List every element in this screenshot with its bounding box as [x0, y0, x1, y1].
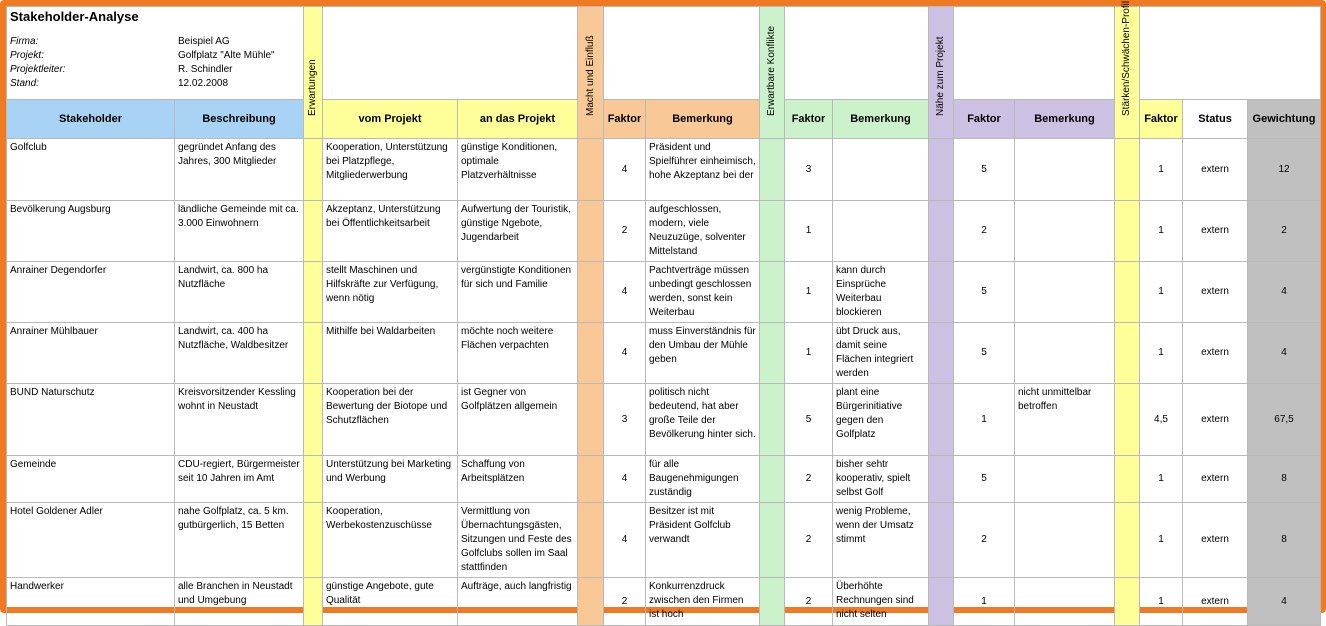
cell-faktor-profil[interactable]: 1 [1140, 323, 1183, 384]
cell-faktor-macht[interactable]: 3 [604, 384, 646, 456]
cell-profil-spacer [1115, 139, 1140, 201]
cell-faktor-konflikte[interactable]: 1 [785, 262, 833, 323]
col-faktor-naehe[interactable]: Faktor [954, 100, 1015, 139]
cell-erwartungen-spacer [304, 201, 323, 262]
cell-faktor-konflikte[interactable]: 2 [785, 503, 833, 578]
cell-faktor-naehe[interactable]: 2 [954, 503, 1015, 578]
konflikte-label: Erwartbare Konflikte [766, 25, 777, 116]
cell-gewichtung[interactable]: 4 [1248, 262, 1321, 323]
col-status[interactable]: Status [1183, 100, 1248, 139]
cell-gewichtung[interactable]: 4 [1248, 578, 1321, 626]
table-row [7, 139, 1321, 201]
table-row [7, 384, 1321, 456]
cell-erwartungen-spacer [304, 578, 323, 626]
cell-stakeholder[interactable]: Bevölkerung Augsburg [7, 201, 175, 262]
cell-beschreibung[interactable]: Landwirt, ca. 400 ha Nutzfläche, Waldbesitzer [175, 323, 304, 384]
cell-faktor-macht[interactable]: 4 [604, 262, 646, 323]
cell-naehe-spacer [929, 201, 954, 262]
cell-profil-spacer [1115, 503, 1140, 578]
cell-konflikte-spacer [760, 503, 785, 578]
cell-an-das-projekt[interactable]: günstige Konditionen, optimale Platzverhältnisse [458, 139, 578, 201]
col-bemerkung-naehe[interactable]: Bemerkung [1015, 100, 1115, 139]
cell-vom-projekt[interactable]: Mithilfe bei Waldarbeiten [323, 323, 458, 384]
cell-faktor-naehe[interactable]: 5 [954, 323, 1015, 384]
erwartungen-label: Erwartungen [307, 59, 318, 116]
table-row [7, 503, 1321, 578]
cell-bemerkung-konflikte[interactable]: plant eine Bürgerinitiative gegen den Golfplatz [833, 384, 929, 456]
cell-erwartungen-spacer [304, 262, 323, 323]
cell-faktor-macht[interactable]: 4 [604, 323, 646, 384]
cell-an-das-projekt[interactable]: Schaffung von Arbeitsplätzen [458, 456, 578, 503]
cell-an-das-projekt[interactable]: Aufträge, auch langfristig [458, 578, 578, 626]
cell-bemerkung-naehe[interactable] [1015, 456, 1115, 503]
cell-status[interactable]: extern [1183, 384, 1248, 456]
cell-macht-spacer [578, 139, 604, 201]
cell-vom-projekt[interactable]: Kooperation bei der Bewertung der Biotope und Schutzflächen [323, 384, 458, 456]
cell-erwartungen-spacer [304, 456, 323, 503]
cell-gewichtung[interactable]: 2 [1248, 201, 1321, 262]
cell-faktor-macht[interactable]: 2 [604, 578, 646, 626]
cell-bemerkung-konflikte[interactable]: wenig Probleme, wenn der Umsatz stimmt [833, 503, 929, 578]
cell-bemerkung-konflikte[interactable]: Überhöhte Rechnungen sind nicht selten [833, 578, 929, 626]
cell-bemerkung-macht[interactable]: Pachtverträge müssen unbedingt geschlossen werden, sonst kein Weiterbau [646, 262, 760, 323]
cell-erwartungen-spacer [304, 503, 323, 578]
page-title: Stakeholder-Analyse [10, 9, 139, 24]
cell-naehe-spacer [929, 578, 954, 626]
cell-profil-spacer [1115, 578, 1140, 626]
cell-stakeholder[interactable]: Anrainer Degendorfer [7, 262, 175, 323]
col-faktor-profil[interactable]: Faktor [1140, 100, 1183, 139]
meta-projekt: Projekt: Golfplatz "Alte Mühle" [10, 50, 275, 61]
cell-erwartungen-spacer [304, 323, 323, 384]
col-faktor-konflikte[interactable]: Faktor [785, 100, 833, 139]
cell-beschreibung[interactable]: nahe Golfplatz, ca. 5 km. gutbürgerlich, 15 Betten [175, 503, 304, 578]
cell-status[interactable]: extern [1183, 262, 1248, 323]
cell-beschreibung[interactable]: ländliche Gemeinde mit ca. 3.000 Einwohnern [175, 201, 304, 262]
cell-stakeholder[interactable]: Golfclub [7, 139, 175, 201]
cell-faktor-macht[interactable]: 4 [604, 139, 646, 201]
table-row [7, 323, 1321, 384]
cell-konflikte-spacer [760, 578, 785, 626]
cell-vom-projekt[interactable]: stellt Maschinen und Hilfskräfte zur Verfügung, wenn nötig [323, 262, 458, 323]
cell-status[interactable]: extern [1183, 201, 1248, 262]
cell-stakeholder[interactable]: BUND Naturschutz [7, 384, 175, 456]
cell-naehe-spacer [929, 323, 954, 384]
cell-vom-projekt[interactable]: Kooperation, Unterstützung bei Platzpflege, Mitgliederwerbung [323, 139, 458, 201]
cell-beschreibung[interactable]: gegründet Anfang des Jahres, 300 Mitglieder [175, 139, 304, 201]
cell-bemerkung-konflikte[interactable]: bisher sehtr kooperativ, spielt selbst Golf [833, 456, 929, 503]
cell-macht-spacer [578, 384, 604, 456]
header-block [7, 7, 304, 100]
cell-faktor-konflikte[interactable]: 1 [785, 201, 833, 262]
cell-bemerkung-konflikte[interactable]: kann durch Einsprüche Weiterbau blockieren [833, 262, 929, 323]
cell-naehe-spacer [929, 384, 954, 456]
col-an-das-projekt[interactable]: an das Projekt [458, 100, 578, 139]
cell-beschreibung[interactable]: Landwirt, ca. 800 ha Nutzfläche [175, 262, 304, 323]
cell-konflikte-spacer [760, 201, 785, 262]
table-row [7, 262, 1321, 323]
cell-macht-spacer [578, 503, 604, 578]
cell-bemerkung-naehe[interactable] [1015, 201, 1115, 262]
cell-faktor-profil[interactable]: 1 [1140, 262, 1183, 323]
cell-naehe-spacer [929, 456, 954, 503]
cell-bemerkung-naehe[interactable] [1015, 503, 1115, 578]
cell-faktor-naehe[interactable]: 5 [954, 139, 1015, 201]
cell-gewichtung[interactable]: 4 [1248, 323, 1321, 384]
cell-stakeholder[interactable]: Gemeinde [7, 456, 175, 503]
cell-macht-spacer [578, 262, 604, 323]
cell-faktor-profil[interactable]: 1 [1140, 503, 1183, 578]
cell-faktor-naehe[interactable]: 2 [954, 201, 1015, 262]
cell-bemerkung-macht[interactable]: politisch nicht bedeutend, hat aber große Teile der Bevölkerung hinter sich. [646, 384, 760, 456]
cell-faktor-konflikte[interactable]: 5 [785, 384, 833, 456]
cell-konflikte-spacer [760, 323, 785, 384]
cell-erwartungen-spacer [304, 384, 323, 456]
cell-bemerkung-naehe[interactable] [1015, 139, 1115, 201]
cell-profil-spacer [1115, 262, 1140, 323]
cell-faktor-macht[interactable]: 4 [604, 503, 646, 578]
col-faktor-macht[interactable]: Faktor [604, 100, 646, 139]
cell-status[interactable]: extern [1183, 323, 1248, 384]
cell-faktor-profil[interactable]: 1 [1140, 139, 1183, 201]
cell-bemerkung-macht[interactable]: Konkurrenzdruck zwischen den Firmen ist hoch [646, 578, 760, 626]
table-row [7, 456, 1321, 503]
cell-an-das-projekt[interactable]: Aufwertung der Touristik, günstige Ngebote, Jugendarbeit [458, 201, 578, 262]
cell-bemerkung-macht[interactable]: für alle Baugenehmigungen zuständig [646, 456, 760, 503]
cell-faktor-profil[interactable]: 4,5 [1140, 384, 1183, 456]
macht-column-header[interactable] [578, 7, 604, 139]
cell-bemerkung-konflikte[interactable] [833, 139, 929, 201]
cell-stakeholder[interactable]: Handwerker [7, 578, 175, 626]
cell-gewichtung[interactable]: 12 [1248, 139, 1321, 201]
cell-faktor-konflikte[interactable]: 3 [785, 139, 833, 201]
cell-faktor-naehe[interactable]: 5 [954, 262, 1015, 323]
cell-bemerkung-macht[interactable]: Besitzer ist mit Präsident Golfclub verwandt [646, 503, 760, 578]
cell-status[interactable]: extern [1183, 139, 1248, 201]
cell-bemerkung-naehe[interactable] [1015, 323, 1115, 384]
cell-profil-spacer [1115, 201, 1140, 262]
cell-vom-projekt[interactable]: günstige Angebote, gute Qualität [323, 578, 458, 626]
cell-konflikte-spacer [760, 456, 785, 503]
macht-label: Macht und Einfluß [584, 35, 596, 116]
cell-bemerkung-naehe[interactable]: nicht unmittelbar betroffen [1015, 384, 1115, 456]
col-gewichtung[interactable]: Gewichtung [1248, 100, 1321, 139]
cell-bemerkung-naehe[interactable] [1015, 262, 1115, 323]
cell-konflikte-spacer [760, 384, 785, 456]
col-bemerkung-macht[interactable]: Bemerkung [646, 100, 760, 139]
cell-faktor-macht[interactable]: 2 [604, 201, 646, 262]
col-beschreibung[interactable]: Beschreibung [175, 100, 304, 139]
cell-bemerkung-macht[interactable]: muss Einverständnis für den Umbau der Mühle geben [646, 323, 760, 384]
cell-gewichtung[interactable]: 67,5 [1248, 384, 1321, 456]
cell-macht-spacer [578, 456, 604, 503]
profil-label: Stärken/Schwächen-Profil [1121, 0, 1132, 116]
cell-naehe-spacer [929, 503, 954, 578]
cell-faktor-profil[interactable]: 1 [1140, 456, 1183, 503]
cell-profil-spacer [1115, 384, 1140, 456]
cell-faktor-konflikte[interactable]: 2 [785, 456, 833, 503]
cell-macht-spacer [578, 323, 604, 384]
naehe-column-header[interactable] [929, 7, 954, 139]
cell-profil-spacer [1115, 323, 1140, 384]
naehe-label: Nähe zum Projekt [935, 36, 946, 116]
cell-vom-projekt[interactable]: Akzeptanz, Unterstützung bei Öffentlichkeitsarbeit [323, 201, 458, 262]
cell-bemerkung-konflikte[interactable]: übt Druck aus, damit seine Flächen integriert werden [833, 323, 929, 384]
cell-beschreibung[interactable]: Kreisvorsitzender Kessling wohnt in Neustadt [175, 384, 304, 456]
cell-status[interactable]: extern [1183, 503, 1248, 578]
cell-faktor-profil[interactable]: 1 [1140, 201, 1183, 262]
stakeholder-table [6, 0, 1321, 626]
cell-an-das-projekt[interactable]: möchte noch weitere Flächen verpachten [458, 323, 578, 384]
cell-macht-spacer [578, 578, 604, 626]
cell-an-das-projekt[interactable]: vergünstigte Konditionen für sich und Familie [458, 262, 578, 323]
cell-konflikte-spacer [760, 139, 785, 201]
cell-faktor-naehe[interactable]: 5 [954, 456, 1015, 503]
cell-naehe-spacer [929, 262, 954, 323]
cell-macht-spacer [578, 201, 604, 262]
col-bemerkung-konflikte[interactable]: Bemerkung [833, 100, 929, 139]
meta-stand: Stand: 12.02.2008 [10, 78, 229, 89]
cell-stakeholder[interactable]: Hotel Goldener Adler [7, 503, 175, 578]
meta-projektleiter: Projektleiter: R. Schindler [10, 64, 233, 75]
cell-an-das-projekt[interactable]: Vermittlung von Übernachtungsgästen, Sitzungen und Feste des Golfclubs sollen im Saal stattfinden [458, 503, 578, 578]
meta-firma: Firma: Beispiel AG [10, 36, 230, 47]
cell-konflikte-spacer [760, 262, 785, 323]
cell-faktor-konflikte[interactable]: 2 [785, 578, 833, 626]
cell-gewichtung[interactable]: 8 [1248, 456, 1321, 503]
table-row [7, 578, 1321, 626]
cell-bemerkung-macht[interactable]: Präsident und Spielführer einheimisch, hohe Akzeptanz bei der [646, 139, 760, 201]
cell-erwartungen-spacer [304, 139, 323, 201]
col-vom-projekt[interactable]: vom Projekt [323, 100, 458, 139]
cell-faktor-macht[interactable]: 4 [604, 456, 646, 503]
col-stakeholder[interactable]: Stakeholder [7, 100, 175, 139]
cell-faktor-naehe[interactable]: 1 [954, 384, 1015, 456]
cell-vom-projekt[interactable]: Unterstützung bei Marketing und Werbung [323, 456, 458, 503]
table-row [7, 201, 1321, 262]
konflikte-column-header[interactable] [760, 7, 785, 139]
cell-stakeholder[interactable]: Anrainer Mühlbauer [7, 323, 175, 384]
cell-vom-projekt[interactable]: Kooperation, Werbekostenzuschüsse [323, 503, 458, 578]
cell-faktor-profil[interactable]: 1 [1140, 578, 1183, 626]
cell-beschreibung[interactable]: alle Branchen in Neustadt und Umgebung [175, 578, 304, 626]
cell-beschreibung[interactable]: CDU-regiert, Bürgermeister seit 10 Jahren im Amt [175, 456, 304, 503]
cell-gewichtung[interactable]: 8 [1248, 503, 1321, 578]
cell-bemerkung-naehe[interactable] [1015, 578, 1115, 626]
cell-status[interactable]: extern [1183, 456, 1248, 503]
cell-bemerkung-macht[interactable]: aufgeschlossen, modern, viele Neuzuzüge, solventer Mittelstand [646, 201, 760, 262]
erwartungen-column-header[interactable] [304, 7, 323, 139]
profil-column-header[interactable] [1115, 0, 1140, 139]
cell-an-das-projekt[interactable]: ist Gegner von Golfplätzen allgemein [458, 384, 578, 456]
cell-bemerkung-konflikte[interactable] [833, 201, 929, 262]
cell-naehe-spacer [929, 139, 954, 201]
cell-faktor-konflikte[interactable]: 1 [785, 323, 833, 384]
cell-status[interactable]: extern [1183, 578, 1248, 626]
cell-faktor-naehe[interactable]: 1 [954, 578, 1015, 626]
cell-profil-spacer [1115, 456, 1140, 503]
